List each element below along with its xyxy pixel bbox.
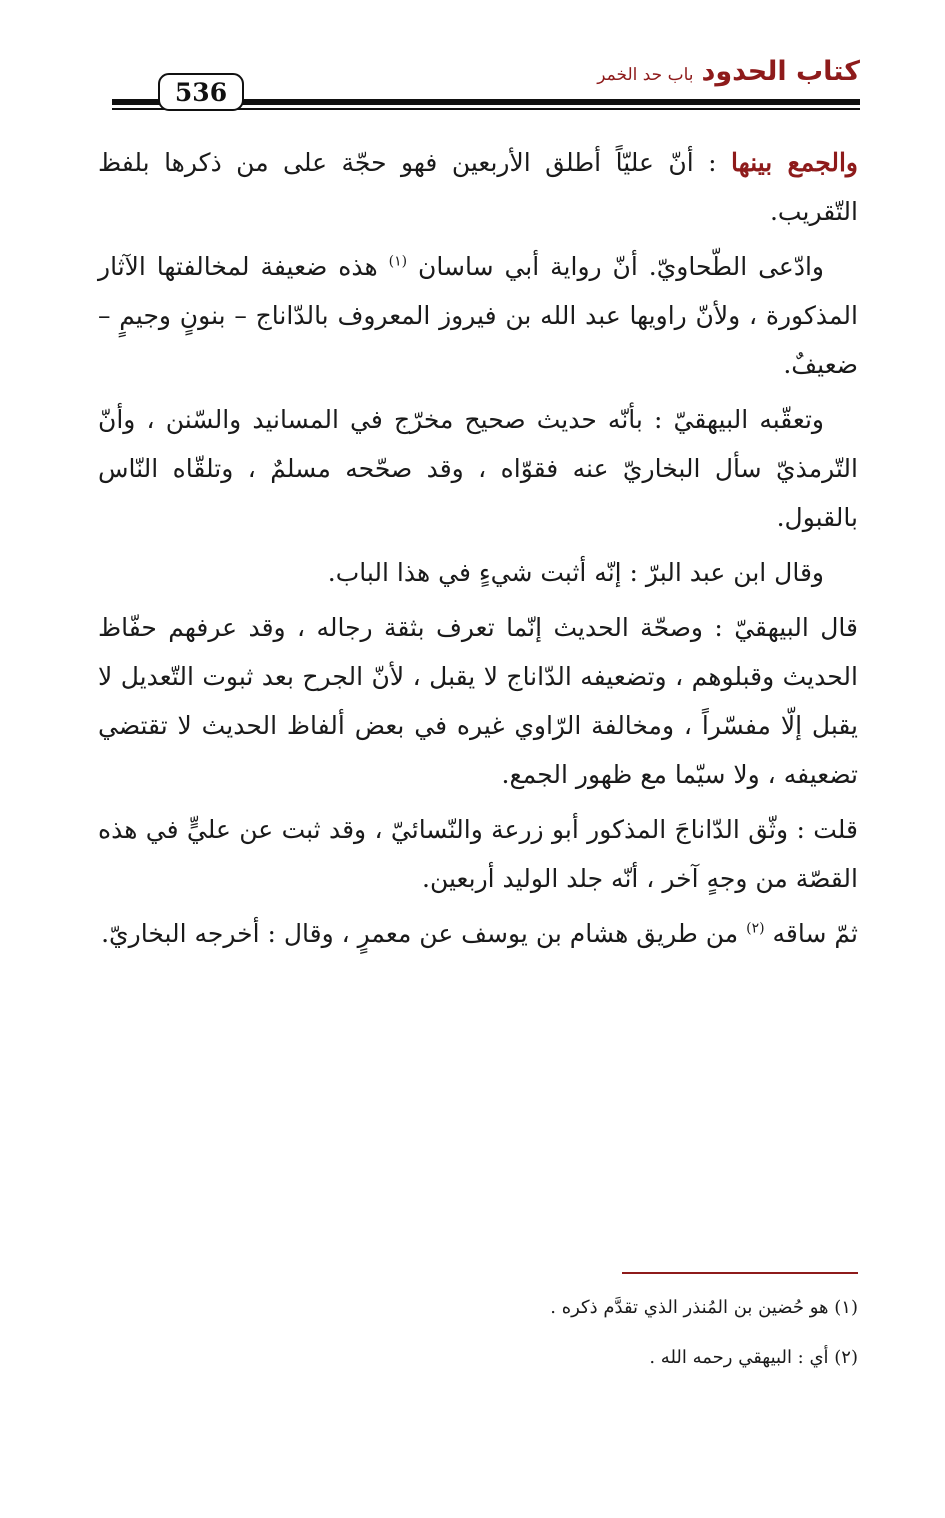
footnote-2: (٢) أي : البيهقي رحمه الله . (649, 1347, 858, 1368)
paragraph-text: قلت : وثّق الدّاناجَ المذكور أبو زرعة والنّسائيّ ، وقد ثبت عن عليٍّ في هذه القصّة من وجهٍ آخر ، أنّه جلد الوليد أربعين. (98, 815, 858, 893)
paragraph-6 (98, 805, 858, 903)
paragraph-4 (98, 548, 858, 597)
paragraph-text: وتعقّبه البيهقيّ : بأنّه حديث صحيح مخرّج في المسانيد والسّنن ، وأنّ التّرمذيّ سأل البخاريّ عنه فقوّاه ، وقد صحّحه مسلمٌ ، وتلقّاه النّاس بالقبول. (98, 405, 858, 532)
paragraph-2 (98, 242, 858, 389)
paragraph-text-cont: هذه ضعيفة لمخالفتها الآثار المذكورة ، ولأنّ راويها عبد الله بن فيروز المعروف بالدّاناج – بنونٍ وجيمٍ – ضعيفٌ. (98, 252, 858, 379)
paragraph-3 (98, 395, 858, 542)
paragraph-1 (98, 138, 858, 236)
main-text (98, 138, 858, 964)
paragraph-text: وادّعى الطّحاويّ. أنّ رواية أبي ساسان (418, 252, 825, 281)
paragraph-7 (98, 909, 858, 958)
footnote-1: (١) هو حُضين بن المُنذر الذي تقدَّم ذكره . (550, 1297, 858, 1318)
footnote-ref-2[interactable]: (٢) (746, 920, 765, 937)
book-title: كتاب الحدود (701, 56, 860, 87)
chapter-title: باب حد الخمر (597, 65, 694, 85)
page-number: 536 (158, 73, 244, 111)
paragraph-text: قال البيهقيّ : وصحّة الحديث إنّما تعرف بثقة رجاله ، وقد عرفهم حفّاظ الحديث وقبلوهم ، وتضعيفه الدّاناج لا يقبل ، لأنّ الجرح بعد ثبوت التّعديل لا يقبل إلّا مفسّراً ، ومخالفة الرّاوي غيره في بعض ألفاظ الحديث لا تقتضي تضعيفه ، ولا سيّما مع ظهور الجمع. (98, 613, 858, 789)
running-title (597, 56, 860, 87)
paragraph-text-cont: من طريق هشام بن يوسف عن معمرٍ ، وقال : أخرجه البخاريّ. (101, 919, 747, 948)
footnotes (300, 1290, 858, 1390)
footnote-ref-1[interactable]: (١) (388, 253, 408, 270)
footnote-separator (622, 1272, 858, 1274)
paragraph-5 (98, 603, 858, 799)
paragraph-text: ثمّ ساقه (772, 919, 858, 948)
paragraph-text: : أنّ عليّاً أطلق الأربعين فهو حجّة على من ذكرها بلفظ التّقريب. (98, 148, 858, 226)
page-header (112, 52, 860, 118)
paragraph-lead: والجمع بينها (731, 148, 858, 177)
paragraph-text: وقال ابن عبد البرّ : إنّه أثبت شيءٍ في هذا الباب. (327, 558, 824, 587)
